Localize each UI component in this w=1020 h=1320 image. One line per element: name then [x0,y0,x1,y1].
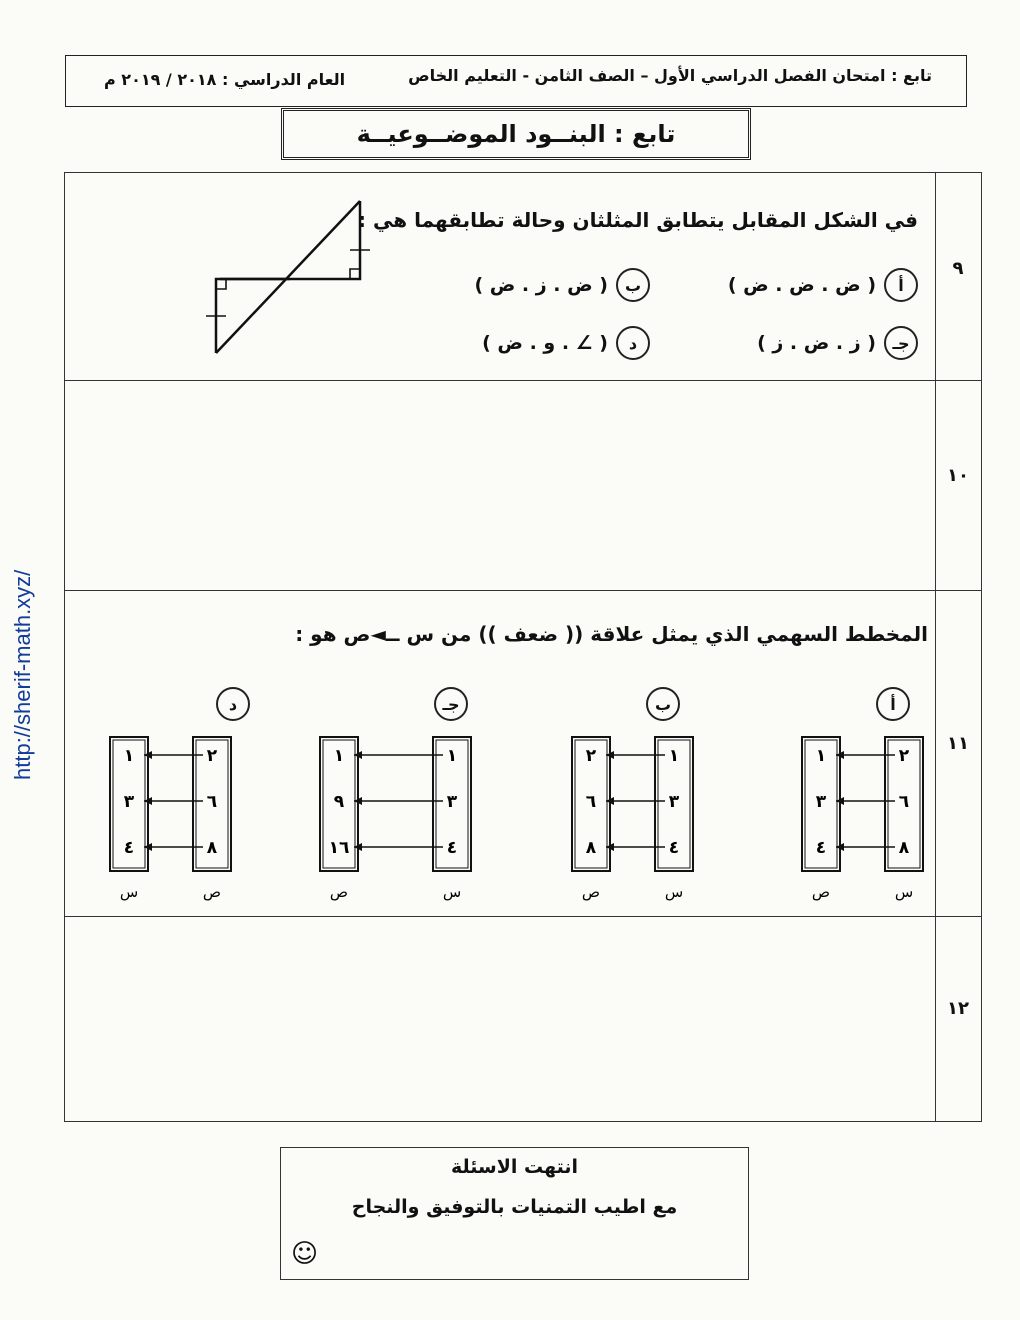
option-letter: ب [646,687,680,721]
q9-option-d[interactable] [482,326,650,360]
right-value: ٨ [898,838,910,858]
academic-year: العام الدراسي : ٢٠١٨ / ٢٠١٩ م [104,70,346,89]
option-letter: أ [876,687,910,721]
right-value: ٢ [206,746,218,766]
option-letter: جـ [884,326,918,360]
right-set-label: س [664,883,684,901]
right-value: ٤ [446,838,458,858]
question-number-10: ١٠ [947,465,969,486]
right-set-label: ص [202,883,222,901]
left-value: ٢ [585,746,597,766]
right-angle-mark [216,279,226,289]
good-luck-message: مع اطيب التمنيات بالتوفيق والنجاح [351,1196,678,1218]
arrow-diagram-svg [570,733,695,963]
arrow-diagram-svg [318,733,473,963]
option-letter: جـ [434,687,468,721]
arrow-diagram-svg [800,733,925,963]
arrow-diagram-svg [108,733,233,963]
number-column-divider [935,172,936,1122]
exam-title-line: تابع : امتحان الفصل الدراسي الأول – الصف الثامن - التعليم الخاص [408,66,932,85]
arrow-diagram-d[interactable] [108,675,238,901]
left-set-label: ص [329,883,349,901]
left-value: ٦ [585,792,597,812]
end-of-questions: انتهت الاسئلة [450,1156,579,1178]
left-value: ٨ [585,838,597,858]
option-text: ( ض . ز . ض ) [474,274,608,296]
q9-option-a[interactable] [728,268,918,302]
left-value: ١ [333,746,345,766]
arrow-diagram-a[interactable] [800,675,925,900]
section-title: تابع : البنــود الموضــوعيــة [281,108,751,160]
right-value: ٢ [898,746,910,766]
right-set-label: س [442,883,462,901]
left-value: ١ [815,746,827,766]
right-value: ٨ [206,838,218,858]
option-letter: د [216,687,250,721]
left-value: ١٦ [328,838,350,858]
right-set-label: س [894,883,914,901]
left-value: ٤ [123,838,135,858]
arrow-diagram-c[interactable] [318,675,462,901]
ending-box [280,1147,749,1280]
q9-option-b[interactable] [474,268,650,302]
right-angle-mark [350,269,360,279]
right-value: ١ [446,746,458,766]
smiley-icon: ☺ [291,1239,319,1269]
left-value: ١ [123,746,135,766]
option-text: ( ∠ . و . ض ) [482,332,608,354]
option-text: ( ض . ض . ض ) [727,274,876,296]
right-value: ٦ [206,792,218,812]
arrow-diagram-b[interactable] [570,675,695,900]
left-set-label: ص [581,883,601,901]
left-set-label: ص [811,883,831,901]
option-letter: أ [884,268,918,302]
shared-hypotenuse [216,201,360,353]
option-letter: ب [616,268,650,302]
row-divider [64,380,982,381]
left-value: ٩ [333,792,345,812]
congruent-triangles-figure [200,195,380,365]
question-9-text: في الشكل المقابل يتطابق المثلثان وحالة تطابقهما هي : [358,208,918,232]
exam-header [65,55,967,107]
left-set-label: س [119,883,139,901]
question-11-text: المخطط السهمي الذي يمثل علاقة (( ضعف )) من س ــ◄ص هو : [295,622,928,646]
left-value: ٤ [815,838,827,858]
right-value: ٣ [668,792,680,812]
side-url[interactable]: http://sherif-math.xyz/ [10,569,35,780]
right-value: ٤ [668,838,680,858]
q9-option-c[interactable] [757,326,918,360]
upper-triangle-legs [220,201,360,279]
option-letter: د [616,326,650,360]
option-text: ( ز . ض . ز ) [757,332,876,354]
right-value: ٦ [898,792,910,812]
right-value: ١ [668,746,680,766]
question-number-9: ٩ [952,258,964,279]
row-divider [64,590,982,591]
question-number-11: ١١ [947,733,969,754]
question-number-12: ١٢ [947,998,969,1019]
right-value: ٣ [446,792,458,812]
left-value: ٣ [815,792,827,812]
left-value: ٣ [123,792,135,812]
